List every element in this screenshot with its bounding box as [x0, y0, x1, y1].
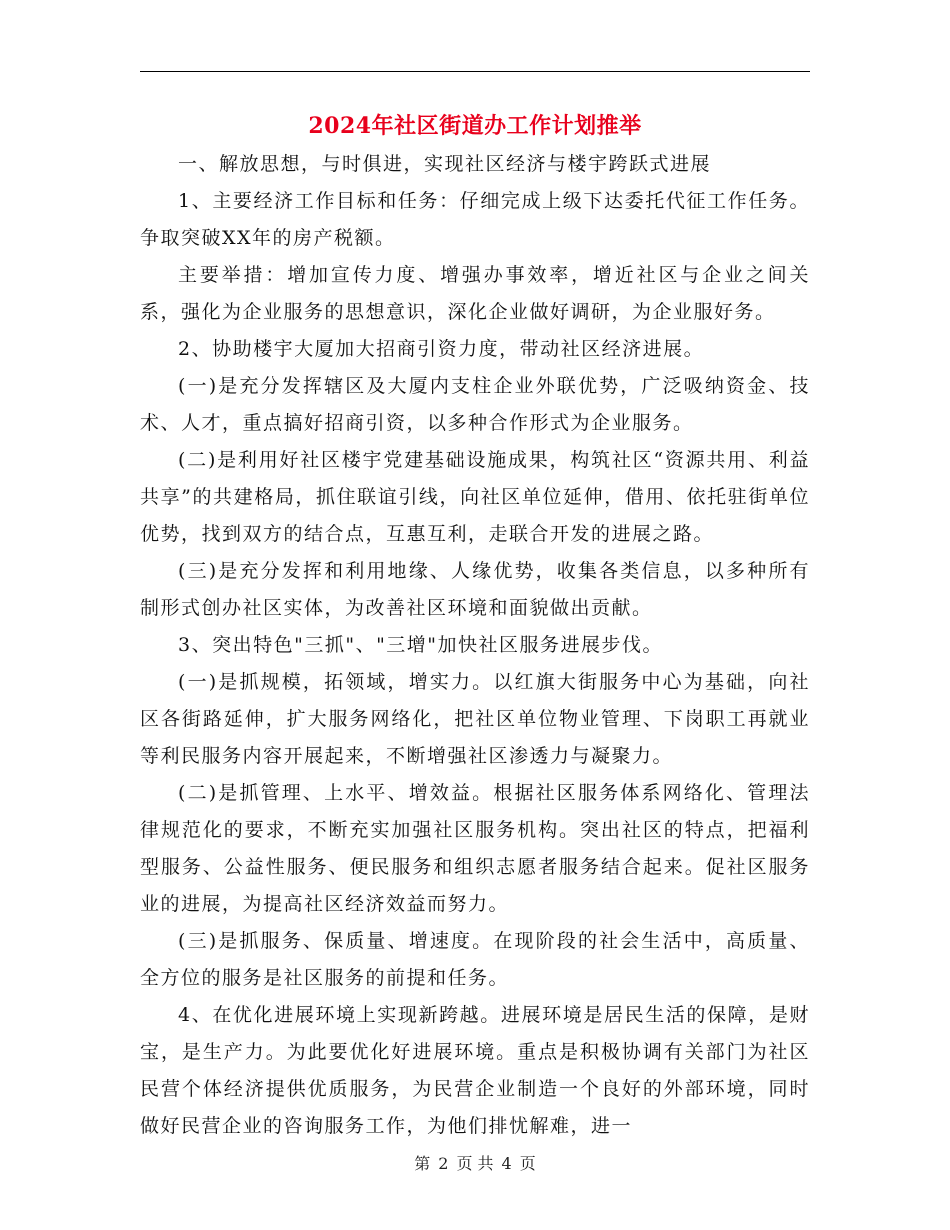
document-title: 2024年社区街道办工作计划推举 [308, 113, 642, 139]
paragraph: (三)是充分发挥和利用地缘、人缘优势，收集各类信息，以多种所有制形式创办社区实体，为改善社区环境和面貌做出贡献。 [140, 560, 810, 619]
total-pages-number: 4 [501, 1154, 512, 1173]
footer-middle: 页 共 [456, 1154, 494, 1173]
paragraph: (一)是抓规模，拓领域，增实力。以红旗大街服务中心为基础，向社区各街路延伸，扩大服务网络化，把社区单位物业管理、下岗职工再就业等利民服务内容开展起来，不断增强社区渗透力与凝聚力。 [140, 671, 810, 767]
paragraph: 4、在优化进展环境上实现新跨越。进展环境是居民生活的保障，是财宝，是生产力。为此要优化好进展环境。重点是积极协调有关部门为社区民营个体经济提供优质服务，为民营企业制造一个良好的外部环境，同时做好民营企业的咨询服务工作，为他们排忧解难，进一 [140, 1004, 810, 1137]
paragraph: (三)是抓服务、保质量、增速度。在现阶段的社会生活中，高质量、全方位的服务是社区服务的前提和任务。 [140, 930, 810, 989]
paragraph: (二)是利用好社区楼宇党建基础设施成果，构筑社区“资源共用、利益共享”的共建格局，抓住联谊引线，向社区单位延伸，借用、依托驻街单位优势，找到双方的结合点，互惠互利，走联合开发的进展之路。 [140, 449, 810, 545]
page-footer [0, 1152, 950, 1176]
current-page-number: 2 [438, 1154, 449, 1173]
paragraph: 1、主要经济工作目标和任务：仔细完成上级下达委托代征工作任务。争取突破XX年的房产税额。 [140, 190, 810, 249]
paragraph: 主要举措：增加宣传力度、增强办事效率，增近社区与企业之间关系，强化为企业服务的思想意识，深化企业做好调研，为企业服好务。 [140, 264, 810, 323]
footer-suffix: 页 [519, 1154, 536, 1173]
paragraph: 一、解放思想，与时俱进，实现社区经济与楼宇跨跃式进展 [178, 153, 712, 175]
header-rule [140, 71, 810, 72]
paragraph: (一)是充分发挥辖区及大厦内支柱企业外联优势，广泛吸纳资金、技术、人才，重点搞好招商引资，以多种合作形式为企业服务。 [140, 375, 810, 434]
document-body [140, 146, 810, 1145]
footer-prefix: 第 [414, 1154, 431, 1173]
paragraph: (二)是抓管理、上水平、增效益。根据社区服务体系网络化、管理法律规范化的要求，不断充实加强社区服务机构。突出社区的特点，把福利型服务、公益性服务、便民服务和组织志愿者服务结合起来。促社区服务业的进展，为提高社区经济效益而努力。 [140, 782, 810, 915]
paragraph: 3、突出特色"三抓"、"三增"加快社区服务进展步伐。 [178, 634, 664, 656]
paragraph: 2、协助楼宇大厦加大招商引资力度，带动社区经济进展。 [178, 338, 705, 360]
